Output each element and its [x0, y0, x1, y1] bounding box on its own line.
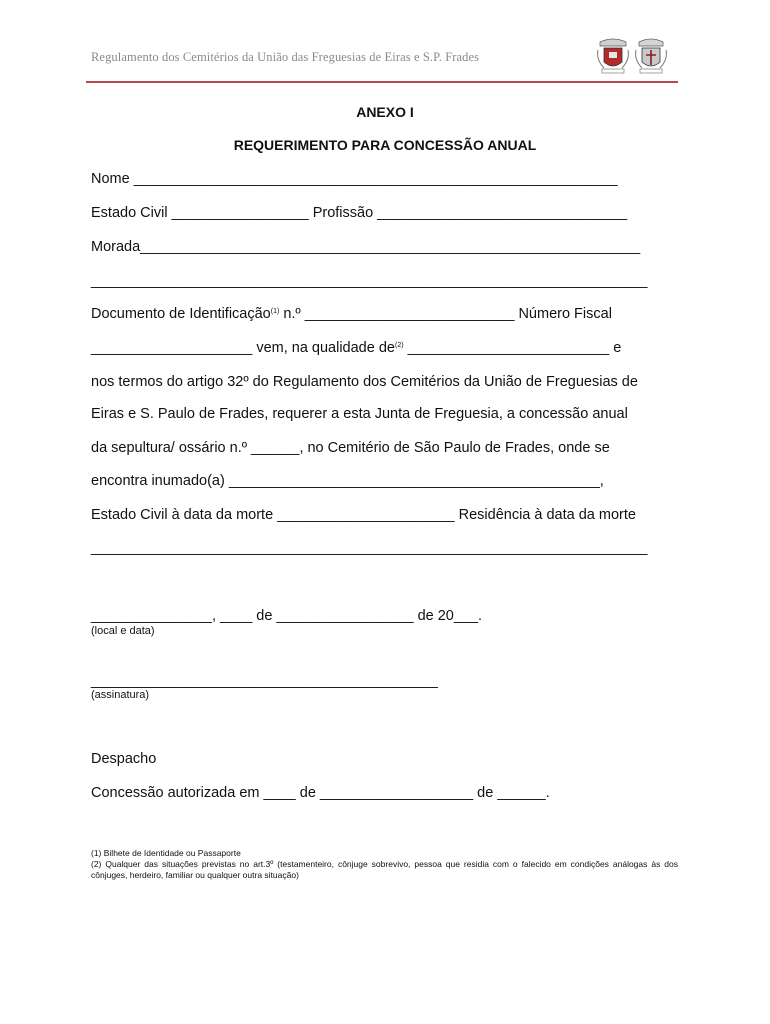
- qualidade-rest: _________________________ e: [403, 340, 622, 356]
- eiras-line: Eiras e S. Paulo de Frades, requerer a esta Junta de Freguesia, a concessão anual: [91, 406, 628, 422]
- inumado-line: encontra inumado(a) ______________________________________________,: [91, 473, 604, 489]
- signature-caption: (assinatura): [91, 689, 150, 701]
- despacho-heading: Despacho: [91, 751, 157, 767]
- nome-line: Nome ____________________________________________________________: [91, 171, 618, 187]
- coat-of-arms-logo-2: [633, 38, 669, 76]
- residencia-continuation-line: _____________________________________________________________________: [91, 540, 648, 556]
- morada-continuation-line: _____________________________________________________________________: [91, 273, 648, 289]
- qualidade-label: ____________________ vem, na qualidade de: [91, 340, 395, 356]
- estado-morte-line: Estado Civil à data da morte ______________________ Residência à data da morte: [91, 507, 636, 523]
- documento-line: [91, 306, 612, 322]
- estado-civil-line: Estado Civil _________________ Profissão _______________________________: [91, 205, 628, 221]
- sepultura-line: da sepultura/ ossário n.º ______, no Cemitério de São Paulo de Frades, onde se: [91, 440, 610, 456]
- footnote-ref-1: (1): [270, 308, 280, 315]
- signature-line: ___________________________________________: [91, 673, 438, 689]
- documento-rest: n.º __________________________ Número Fiscal: [279, 306, 612, 322]
- local-data-caption: (local e data): [91, 625, 155, 637]
- footnote-ref-2: (2): [394, 342, 404, 349]
- footnote-1: (1) Bilhete de Identidade ou Passaporte: [91, 848, 241, 858]
- footnote-2: (2) Qualquer das situações previstas no art.3º (testamenteiro, cônjuge sobrevivo, pessoa que residia com o falecido em condições análogas às dos cônjuges, herdeiro, familiar ou qualquer outra situação): [91, 859, 678, 880]
- form-title: REQUERIMENTO PARA CONCESSÃO ANUAL: [233, 137, 537, 153]
- coat-of-arms-logo-1: [596, 38, 630, 76]
- header-title: Regulamento dos Cemitérios da União das Freguesias de Eiras e S.P. Frades: [91, 50, 480, 64]
- qualidade-line: [91, 340, 621, 356]
- morada-line: Morada______________________________________________________________: [91, 239, 641, 255]
- concessao-line: Concessão autorizada em ____ de ___________________ de ______.: [91, 785, 550, 801]
- header-divider: [86, 81, 678, 83]
- termos-line: nos termos do artigo 32º do Regulamento dos Cemitérios da União de Freguesias de: [91, 374, 638, 390]
- date-line: _______________, ____ de _________________ de 20___.: [91, 608, 483, 624]
- annex-title: ANEXO I: [356, 104, 414, 120]
- documento-label: Documento de Identificação: [91, 306, 271, 322]
